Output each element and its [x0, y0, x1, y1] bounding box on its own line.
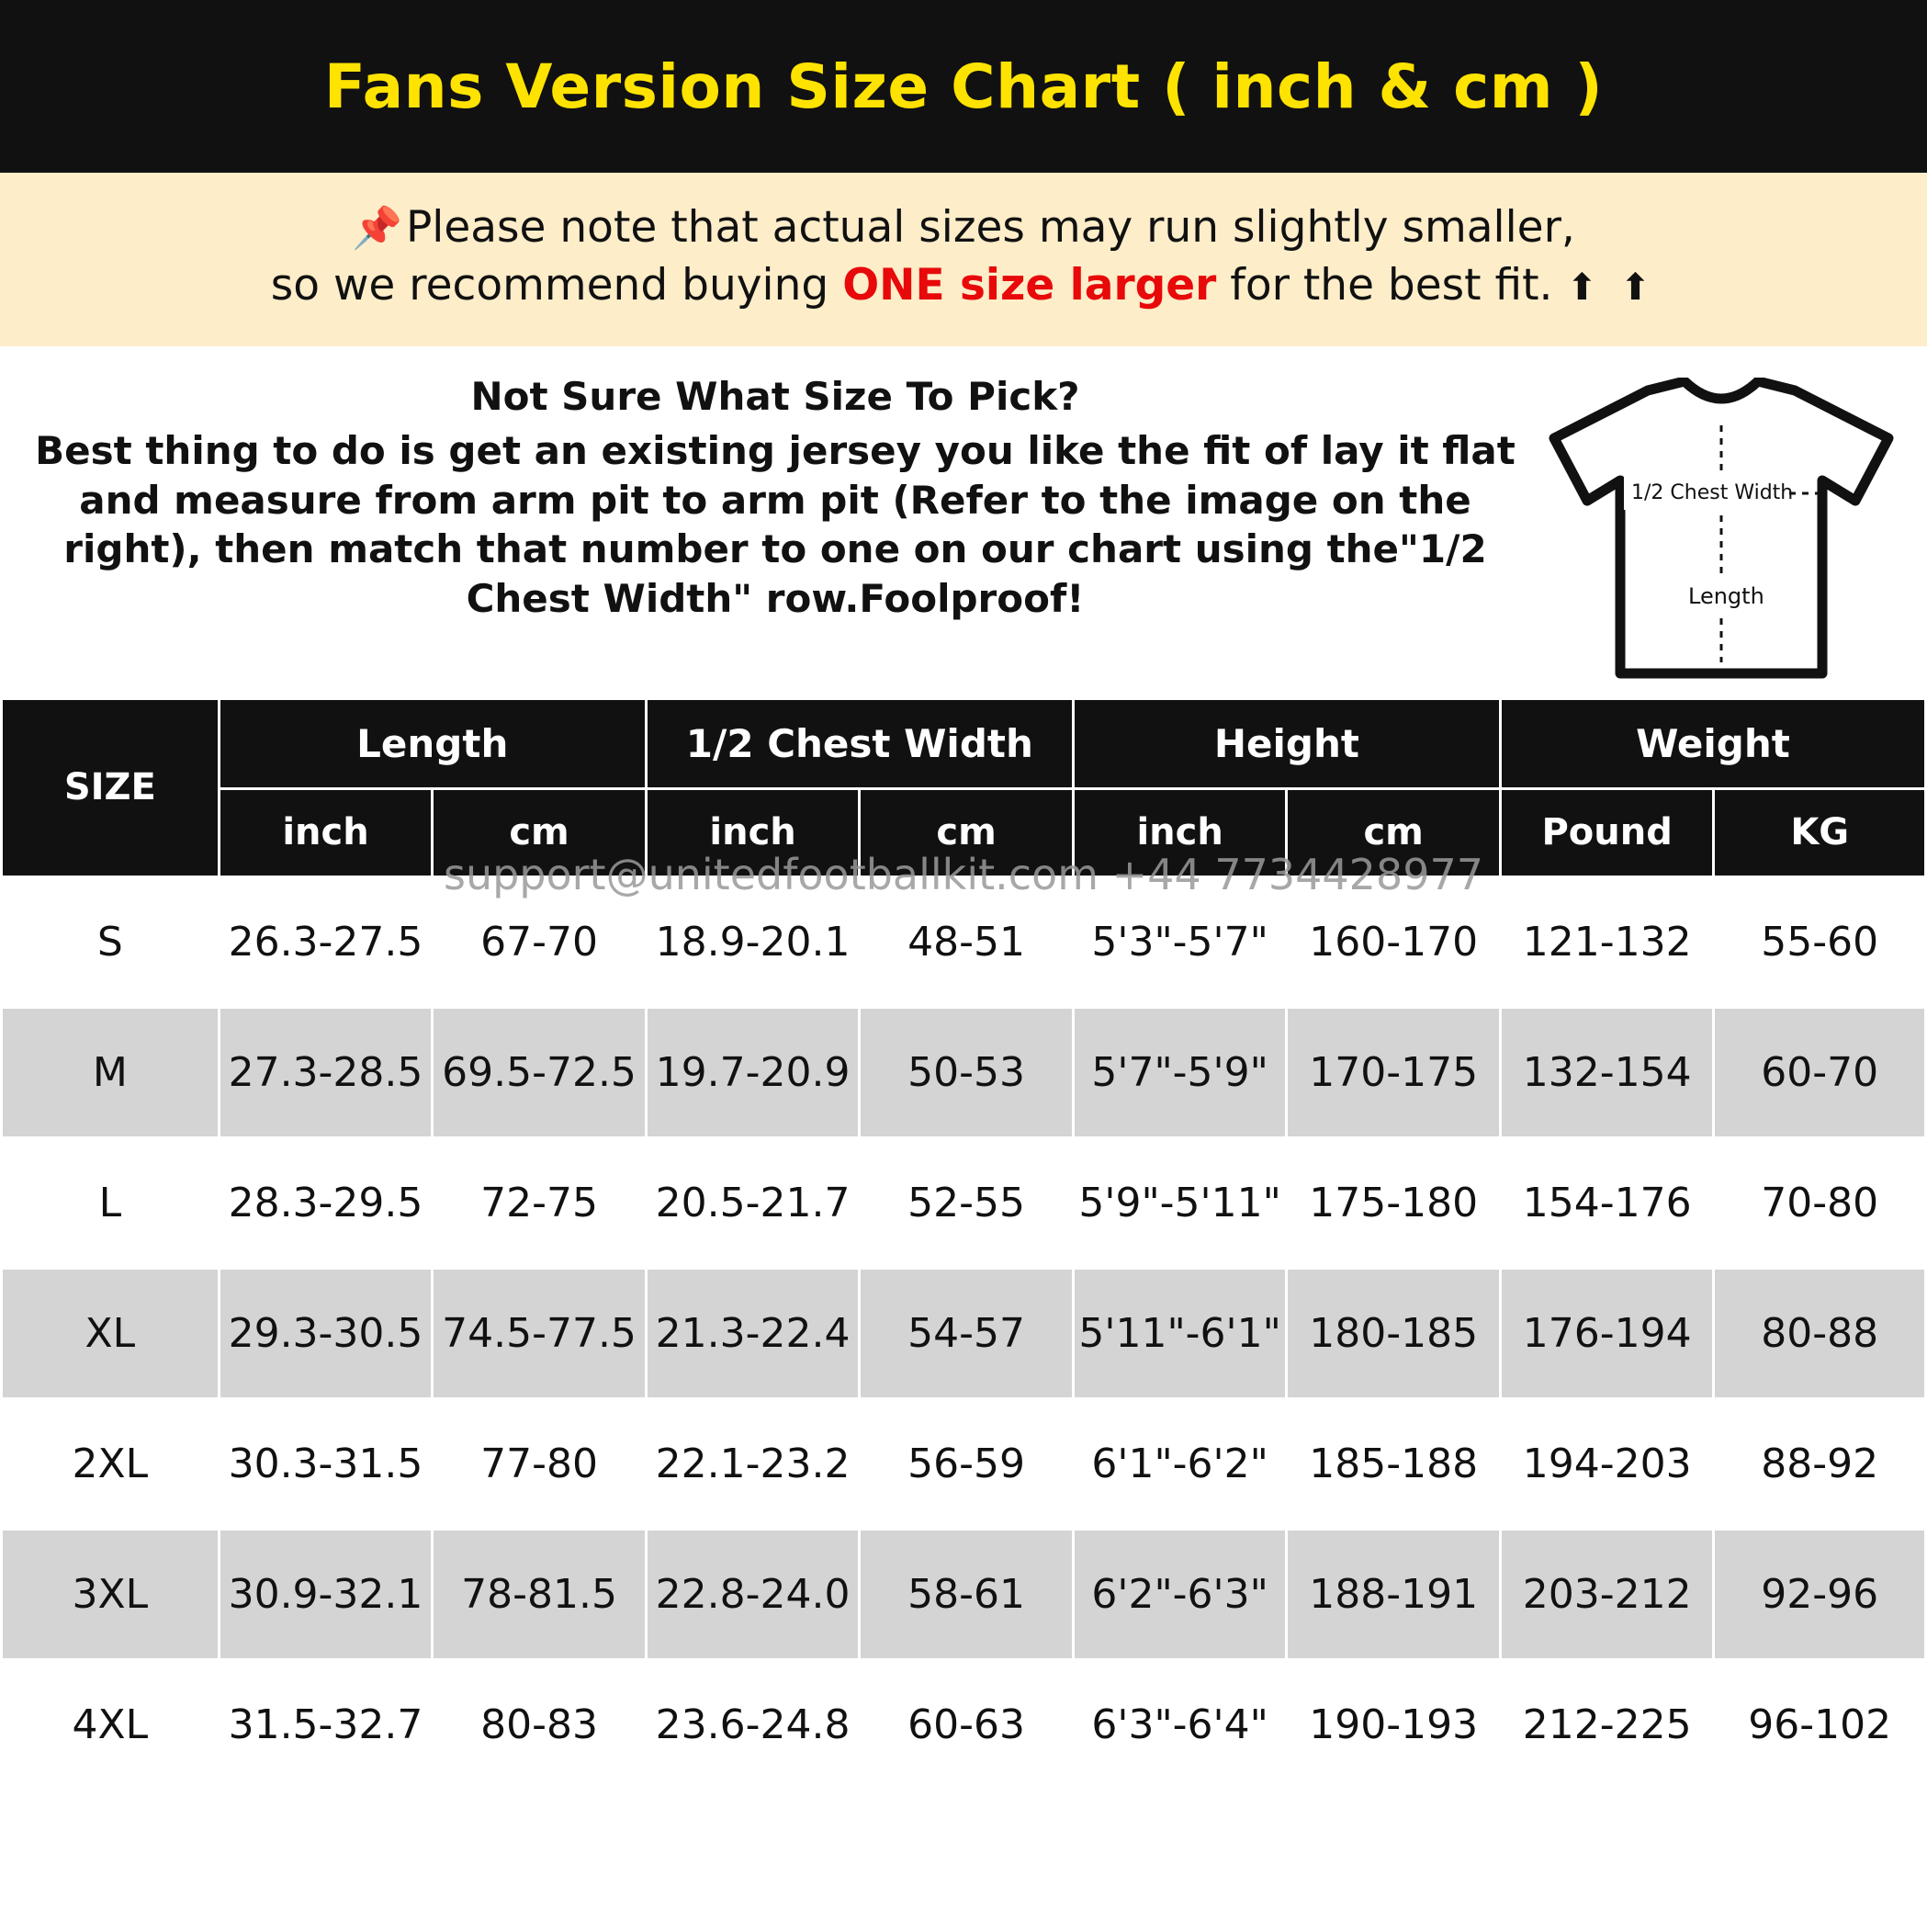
cell-chest-cm: 56-59 [860, 1398, 1074, 1529]
page-title: Fans Version Size Chart ( inch & cm ) [323, 51, 1604, 122]
header-weight-kg: KG [1714, 788, 1926, 876]
table-row [2, 1268, 1926, 1398]
tshirt-diagram [1528, 374, 1914, 681]
cell-length-inch: 30.3-31.5 [219, 1398, 433, 1529]
header-length-inch: inch [219, 788, 433, 876]
cell-weight-pound: 176-194 [1500, 1268, 1714, 1398]
cell-height-inch: 5'11"-6'1" [1073, 1268, 1287, 1398]
table-row [2, 1137, 1926, 1268]
cell-height-cm: 170-175 [1287, 1007, 1501, 1137]
contact-watermark: support@unitedfootballkit.com +44 7734428977 [443, 849, 1483, 899]
title-bar [0, 0, 1927, 173]
cell-size: S [2, 876, 220, 1007]
note-banner [0, 173, 1927, 350]
cell-weight-kg: 92-96 [1714, 1529, 1926, 1659]
cell-length-cm: 69.5-72.5 [433, 1007, 647, 1137]
table-header-row-units [2, 788, 1926, 876]
cell-length-inch: 27.3-28.5 [219, 1007, 433, 1137]
cell-length-cm: 80-83 [433, 1659, 647, 1790]
cell-size: XL [2, 1268, 220, 1398]
cell-chest-inch: 19.7-20.9 [646, 1007, 860, 1137]
cell-length-cm: 72-75 [433, 1137, 647, 1268]
cell-size: 2XL [2, 1398, 220, 1529]
table-body [2, 876, 1926, 1790]
table-row [2, 1007, 1926, 1137]
cell-weight-kg: 80-88 [1714, 1268, 1926, 1398]
cell-height-inch: 6'2"-6'3" [1073, 1529, 1287, 1659]
header-weight-pound: Pound [1500, 788, 1714, 876]
cell-chest-cm: 50-53 [860, 1007, 1074, 1137]
cell-chest-inch: 23.6-24.8 [646, 1659, 860, 1790]
cell-chest-cm: 52-55 [860, 1137, 1074, 1268]
cell-height-cm: 190-193 [1287, 1659, 1501, 1790]
table-row [2, 1529, 1926, 1659]
tshirt-icon [1547, 378, 1896, 681]
cell-size: 4XL [2, 1659, 220, 1790]
cell-length-inch: 31.5-32.7 [219, 1659, 433, 1790]
help-body: Best thing to do is get an existing jersey you like the fit of lay it flat and measure from arm pit to arm pit (Refer to the image on the right), then match that number to one on our chart using the"1/2 Chest Width" row.Foolproof! [35, 427, 1516, 622]
cell-length-cm: 74.5-77.5 [433, 1268, 647, 1398]
up-arrows-icon: ⬆ ⬆ [1566, 266, 1657, 310]
cell-chest-cm: 54-57 [860, 1268, 1074, 1398]
note-line-1 [18, 198, 1909, 256]
header-size: SIZE [2, 698, 220, 876]
cell-length-inch: 30.9-32.1 [219, 1529, 433, 1659]
table-row [2, 1398, 1926, 1529]
cell-chest-inch: 21.3-22.4 [646, 1268, 860, 1398]
chest-width-label: 1/2 Chest Width [1631, 480, 1794, 504]
cell-weight-kg: 96-102 [1714, 1659, 1926, 1790]
table-row [2, 1659, 1926, 1790]
cell-chest-inch: 22.1-23.2 [646, 1398, 860, 1529]
size-table-wrap [0, 697, 1927, 1791]
note-line-1-text: Please note that actual sizes may run slightly smaller, [405, 202, 1575, 253]
help-text-block [13, 374, 1528, 624]
note-line-2-suffix: for the best fit. [1216, 260, 1567, 311]
cell-weight-pound: 121-132 [1500, 876, 1714, 1007]
cell-size: M [2, 1007, 220, 1137]
header-group-weight: Weight [1500, 698, 1925, 788]
cell-chest-inch: 20.5-21.7 [646, 1137, 860, 1268]
header-chest-inch: inch [646, 788, 860, 876]
cell-chest-cm: 48-51 [860, 876, 1074, 1007]
cell-weight-kg: 70-80 [1714, 1137, 1926, 1268]
cell-weight-kg: 60-70 [1714, 1007, 1926, 1137]
cell-height-inch: 5'3"-5'7" [1073, 876, 1287, 1007]
table-header-row-groups [2, 698, 1926, 788]
cell-height-cm: 180-185 [1287, 1268, 1501, 1398]
cell-length-cm: 78-81.5 [433, 1529, 647, 1659]
size-table [0, 697, 1927, 1791]
cell-height-inch: 6'1"-6'2" [1073, 1398, 1287, 1529]
cell-weight-pound: 212-225 [1500, 1659, 1714, 1790]
cell-chest-inch: 22.8-24.0 [646, 1529, 860, 1659]
note-highlight: ONE size larger [842, 260, 1217, 311]
cell-height-inch: 5'9"-5'11" [1073, 1137, 1287, 1268]
cell-length-inch: 28.3-29.5 [219, 1137, 433, 1268]
cell-height-inch: 6'3"-6'4" [1073, 1659, 1287, 1790]
header-group-length: Length [219, 698, 646, 788]
header-length-cm: cm [433, 788, 647, 876]
cell-size: L [2, 1137, 220, 1268]
help-heading: Not Sure What Size To Pick? [470, 373, 1080, 419]
cell-chest-cm: 60-63 [860, 1659, 1074, 1790]
cell-length-cm: 77-80 [433, 1398, 647, 1529]
cell-weight-pound: 194-203 [1500, 1398, 1714, 1529]
cell-chest-cm: 58-61 [860, 1529, 1074, 1659]
header-chest-cm: cm [860, 788, 1074, 876]
cell-weight-pound: 132-154 [1500, 1007, 1714, 1137]
cell-chest-inch: 18.9-20.1 [646, 876, 860, 1007]
cell-height-cm: 185-188 [1287, 1398, 1501, 1529]
cell-height-cm: 160-170 [1287, 876, 1501, 1007]
note-line-2-prefix: so we recommend buying [270, 260, 843, 311]
cell-height-cm: 175-180 [1287, 1137, 1501, 1268]
cell-weight-kg: 55-60 [1714, 876, 1926, 1007]
help-section [0, 350, 1927, 697]
header-height-cm: cm [1287, 788, 1501, 876]
cell-size: 3XL [2, 1529, 220, 1659]
pin-icon: 📌 [352, 205, 402, 252]
header-group-height: Height [1073, 698, 1500, 788]
cell-weight-pound: 154-176 [1500, 1137, 1714, 1268]
length-label: Length [1688, 582, 1764, 609]
cell-length-inch: 29.3-30.5 [219, 1268, 433, 1398]
cell-length-cm: 67-70 [433, 876, 647, 1007]
cell-height-cm: 188-191 [1287, 1529, 1501, 1659]
header-group-chest: 1/2 Chest Width [646, 698, 1073, 788]
cell-height-inch: 5'7"-5'9" [1073, 1007, 1287, 1137]
cell-length-inch: 26.3-27.5 [219, 876, 433, 1007]
note-line-2 [18, 256, 1909, 314]
cell-weight-pound: 203-212 [1500, 1529, 1714, 1659]
header-height-inch: inch [1073, 788, 1287, 876]
table-row [2, 876, 1926, 1007]
cell-weight-kg: 88-92 [1714, 1398, 1926, 1529]
